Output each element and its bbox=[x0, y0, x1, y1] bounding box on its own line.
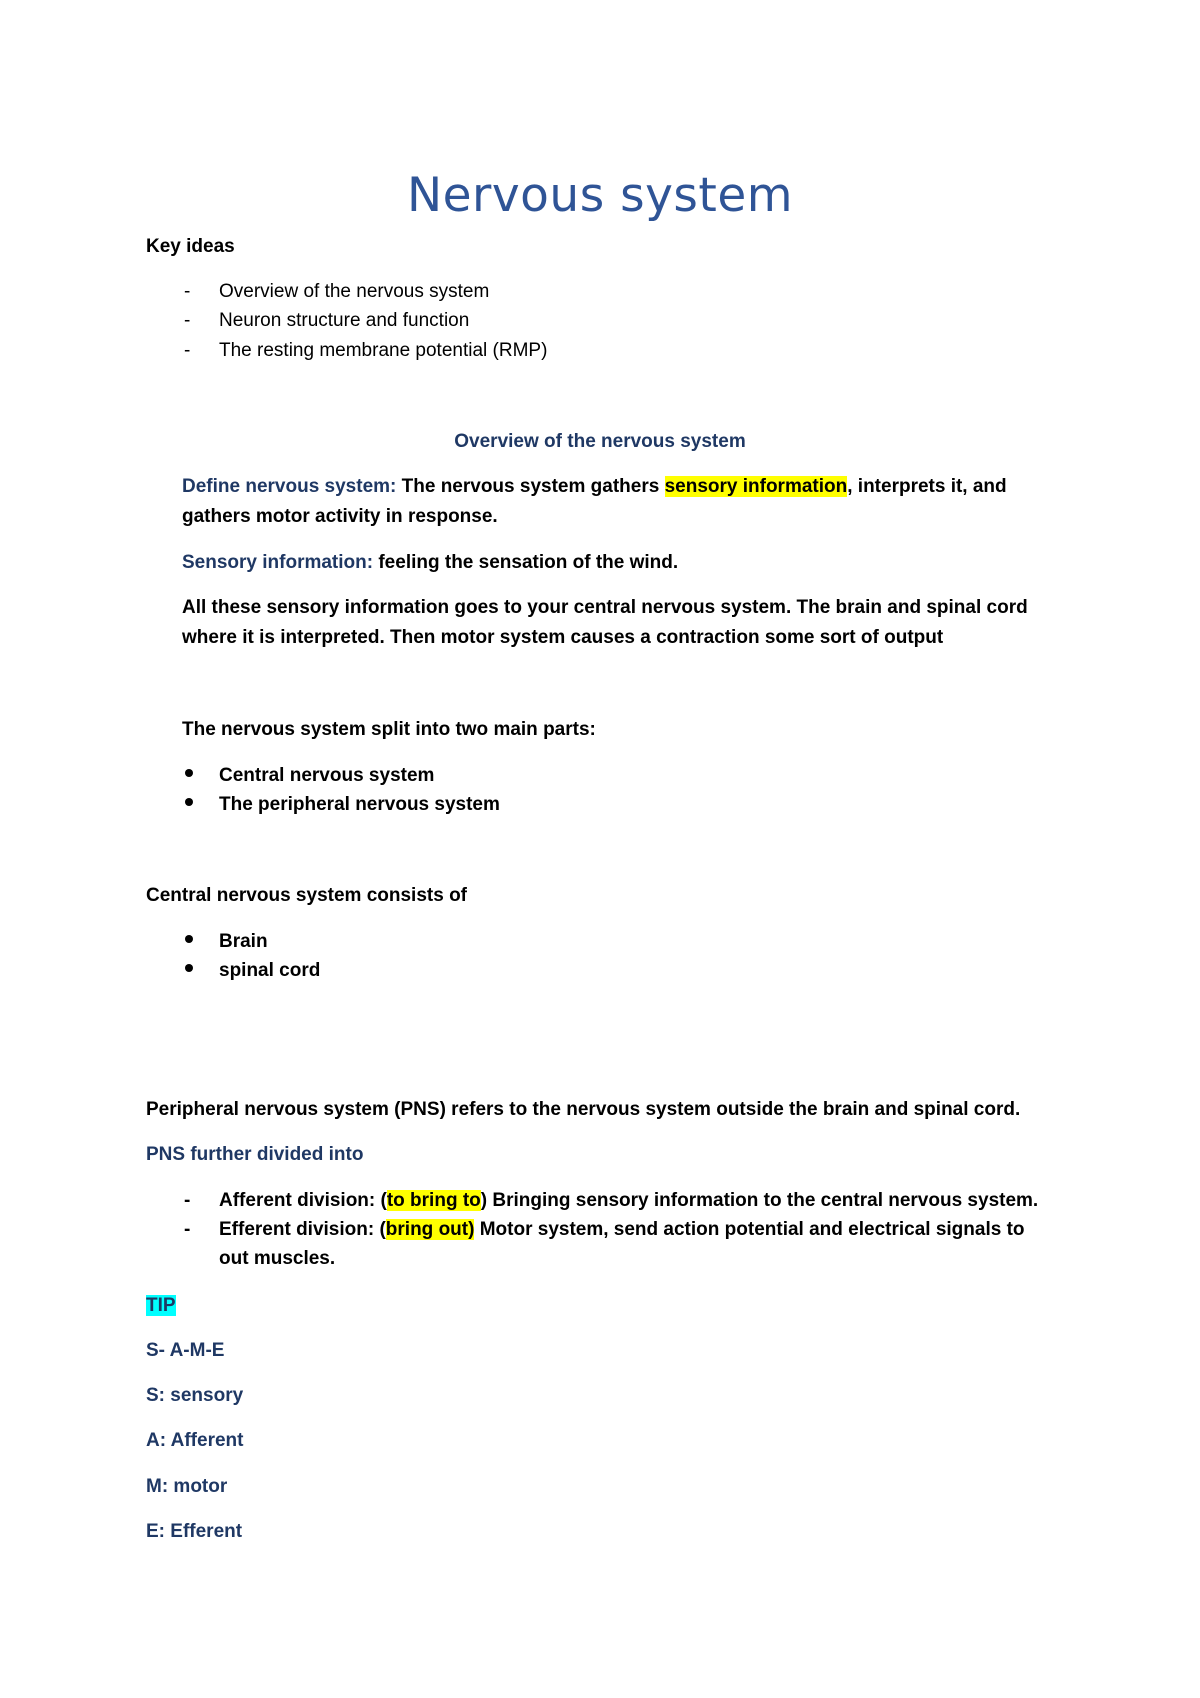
all-these-line1: All these sensory information goes to your central nervous system. The brain and spinal cord bbox=[182, 597, 1028, 618]
efferent-item-line2: out muscles. bbox=[219, 1248, 336, 1269]
highlight-to-bring-to: to bring to bbox=[386, 1190, 481, 1211]
pns-paragraph: Peripheral nervous system (PNS) refers to the nervous system outside the brain and spinal cord. bbox=[146, 1099, 1021, 1120]
define-text-before: The nervous system gathers bbox=[396, 476, 665, 497]
dash-bullet: - bbox=[184, 1190, 191, 1211]
cns-intro: Central nervous system consists of bbox=[146, 885, 467, 906]
dash-bullet: - bbox=[184, 340, 191, 361]
mnemonic-line: S- A-M-E bbox=[146, 1340, 225, 1361]
afferent-item bbox=[219, 1189, 1038, 1213]
cns-item: Brain bbox=[219, 931, 268, 952]
all-these-line2: where it is interpreted. Then motor system causes a contraction some sort of output bbox=[182, 627, 944, 648]
sensory-paragraph bbox=[182, 551, 678, 575]
split-item: Central nervous system bbox=[219, 765, 435, 786]
section-heading: Overview of the nervous system bbox=[454, 431, 746, 452]
key-idea-item: The resting membrane potential (RMP) bbox=[219, 340, 548, 361]
afferent-label: Afferent division: ( bbox=[219, 1190, 387, 1211]
bullet-dot bbox=[185, 964, 193, 972]
key-idea-item: Neuron structure and function bbox=[219, 310, 470, 331]
define-paragraph-line2: gathers motor activity in response. bbox=[182, 506, 498, 527]
mnemonic-line: S: sensory bbox=[146, 1385, 244, 1406]
afferent-text: ) Bringing sensory information to the central nervous system. bbox=[480, 1190, 1039, 1211]
mnemonic-line: A: Afferent bbox=[146, 1430, 244, 1451]
sensory-text: feeling the sensation of the wind. bbox=[373, 552, 679, 573]
define-label: Define nervous system: bbox=[182, 476, 397, 497]
dash-bullet: - bbox=[184, 1219, 191, 1240]
page-title: Nervous system bbox=[406, 168, 794, 223]
sensory-label: Sensory information: bbox=[182, 552, 374, 573]
highlight-sensory-information: sensory information bbox=[664, 476, 848, 497]
efferent-item bbox=[219, 1218, 1025, 1242]
bullet-dot bbox=[185, 769, 193, 777]
split-intro: The nervous system split into two main parts: bbox=[182, 719, 596, 740]
key-ideas-label: Key ideas bbox=[146, 236, 235, 257]
efferent-label: Efferent division: ( bbox=[219, 1219, 386, 1240]
efferent-text: Motor system, send action potential and electrical signals to bbox=[474, 1219, 1025, 1240]
bullet-dot bbox=[185, 935, 193, 943]
bullet-dot bbox=[185, 798, 193, 806]
dash-bullet: - bbox=[184, 310, 191, 331]
mnemonic-line: E: Efferent bbox=[146, 1521, 243, 1542]
key-idea-item: Overview of the nervous system bbox=[219, 281, 490, 302]
define-paragraph-line1 bbox=[182, 475, 1007, 499]
define-text-after: , interprets it, and bbox=[847, 476, 1007, 497]
tip-label bbox=[146, 1294, 176, 1318]
mnemonic-line: M: motor bbox=[146, 1476, 228, 1497]
tip-highlight: TIP bbox=[146, 1295, 176, 1316]
pns-divided-heading: PNS further divided into bbox=[146, 1144, 364, 1165]
cns-item: spinal cord bbox=[219, 960, 321, 981]
highlight-bring-out: bring out) bbox=[385, 1219, 475, 1240]
split-item: The peripheral nervous system bbox=[219, 794, 500, 815]
dash-bullet: - bbox=[184, 281, 191, 302]
